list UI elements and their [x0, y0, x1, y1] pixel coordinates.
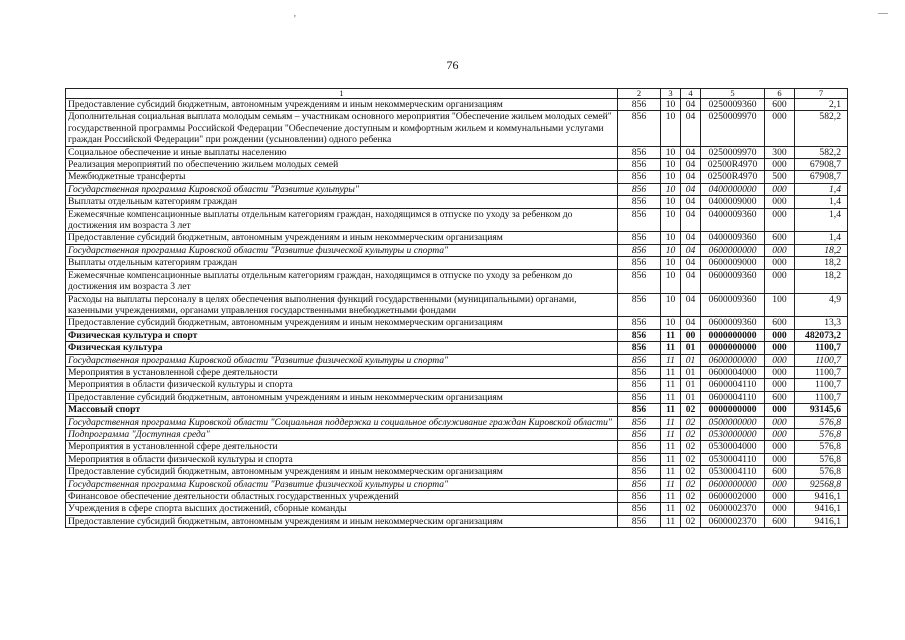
cell-subsection: 04 [681, 99, 701, 111]
cell-subsection: 04 [681, 232, 701, 244]
cell-ministry-code: 856 [618, 269, 661, 293]
cell-amount: 9416,1 [795, 503, 848, 515]
cell-ministry-code: 856 [618, 354, 661, 366]
cell-section: 11 [661, 453, 681, 465]
cell-subsection: 02 [681, 491, 701, 503]
cell-section: 11 [661, 416, 681, 428]
cell-section: 11 [661, 379, 681, 391]
cell-amount: 18,2 [795, 244, 848, 256]
table-row [66, 269, 848, 293]
cell-subsection: 04 [681, 146, 701, 158]
cell-section: 10 [661, 244, 681, 256]
header-row [66, 89, 848, 99]
cell-expense-type: 600 [765, 391, 795, 403]
table-row [66, 404, 848, 416]
cell-subsection: 02 [681, 515, 701, 527]
cell-target-article: 0600004110 [701, 391, 765, 403]
table-row [66, 244, 848, 256]
cell-ministry-code: 856 [618, 366, 661, 378]
cell-subsection: 04 [681, 159, 701, 171]
cell-expense-type: 000 [765, 404, 795, 416]
cell-section: 11 [661, 491, 681, 503]
table-row [66, 293, 848, 317]
cell-amount: 1100,7 [795, 342, 848, 354]
cell-amount: 576,8 [795, 441, 848, 453]
cell-amount: 576,8 [795, 428, 848, 440]
table-row [66, 366, 848, 378]
cell-subsection: 01 [681, 379, 701, 391]
cell-ministry-code: 856 [618, 183, 661, 195]
cell-section: 10 [661, 232, 681, 244]
table-row [66, 159, 848, 171]
cell-amount: 576,8 [795, 466, 848, 478]
cell-subsection: 04 [681, 244, 701, 256]
cell-ministry-code: 856 [618, 317, 661, 329]
cell-ministry-code: 856 [618, 416, 661, 428]
cell-ministry-code: 856 [618, 196, 661, 208]
cell-target-article: 0600000000 [701, 354, 765, 366]
cell-subsection: 02 [681, 428, 701, 440]
table-row [66, 354, 848, 366]
cell-ministry-code: 856 [618, 329, 661, 341]
cell-target-article: 0600002370 [701, 503, 765, 515]
cell-amount: 482073,2 [795, 329, 848, 341]
cell-name: Предоставление субсидий бюджетным, автономным учреждениям и иным некоммерческим организациям [66, 391, 618, 403]
cell-subsection: 04 [681, 269, 701, 293]
cell-subsection: 00 [681, 329, 701, 341]
table-row [66, 196, 848, 208]
cell-target-article: 0600009360 [701, 293, 765, 317]
table-row [66, 111, 848, 146]
cell-section: 10 [661, 269, 681, 293]
cell-expense-type: 000 [765, 329, 795, 341]
cell-target-article: 0530004000 [701, 441, 765, 453]
cell-target-article: 0400000000 [701, 183, 765, 195]
cell-subsection: 02 [681, 466, 701, 478]
column-header: 6 [765, 89, 795, 99]
cell-target-article: 0400009360 [701, 232, 765, 244]
cell-ministry-code: 856 [618, 232, 661, 244]
cell-section: 11 [661, 441, 681, 453]
cell-subsection: 04 [681, 317, 701, 329]
cell-section: 10 [661, 99, 681, 111]
cell-name: Предоставление субсидий бюджетным, автономным учреждениям и иным некоммерческим организациям [66, 317, 618, 329]
cell-expense-type: 600 [765, 317, 795, 329]
cell-ministry-code: 856 [618, 478, 661, 490]
table-row [66, 171, 848, 183]
cell-ministry-code: 856 [618, 257, 661, 269]
table-body [66, 99, 848, 528]
cell-amount: 93145,6 [795, 404, 848, 416]
column-header: 1 [66, 89, 618, 99]
cell-subsection: 04 [681, 293, 701, 317]
column-header: 7 [795, 89, 848, 99]
cell-amount: 1100,7 [795, 379, 848, 391]
cell-amount: 67908,7 [795, 159, 848, 171]
cell-expense-type: 000 [765, 416, 795, 428]
cell-name: Ежемесячные компенсационные выплаты отдельным категориям граждан, находящимся в отпуске по уходу за ребенком до достижения им возраста 3 лет [66, 269, 618, 293]
cell-expense-type: 000 [765, 428, 795, 440]
cell-name: Мероприятия в области физической культуры и спорта [66, 379, 618, 391]
cell-name: Межбюджетные трансферты [66, 171, 618, 183]
cell-section: 11 [661, 404, 681, 416]
cell-expense-type: 000 [765, 491, 795, 503]
cell-expense-type: 600 [765, 99, 795, 111]
cell-section: 11 [661, 354, 681, 366]
cell-ministry-code: 856 [618, 146, 661, 158]
table-row [66, 441, 848, 453]
cell-name: Ежемесячные компенсационные выплаты отдельным категориям граждан, находящимся в отпуске по уходу за ребенком до достижения им возраста 3 лет [66, 208, 618, 232]
cell-target-article: 0000000000 [701, 329, 765, 341]
cell-name: Мероприятия в установленной сфере деятельности [66, 366, 618, 378]
cell-target-article: 0000000000 [701, 342, 765, 354]
cell-name: Выплаты отдельным категориям граждан [66, 257, 618, 269]
cell-expense-type: 000 [765, 453, 795, 465]
cell-subsection: 02 [681, 453, 701, 465]
table-row [66, 232, 848, 244]
cell-expense-type: 000 [765, 244, 795, 256]
cell-amount: 576,8 [795, 416, 848, 428]
cell-ministry-code: 856 [618, 391, 661, 403]
cell-section: 10 [661, 171, 681, 183]
cell-amount: 576,8 [795, 453, 848, 465]
cell-section: 10 [661, 208, 681, 232]
cell-expense-type: 000 [765, 366, 795, 378]
cell-target-article: 0000000000 [701, 404, 765, 416]
cell-ministry-code: 856 [618, 466, 661, 478]
cell-name: Мероприятия в установленной сфере деятельности [66, 441, 618, 453]
cell-name: Государственная программа Кировской области "Социальная поддержка и социальное обслуживание граждан Кировской области" [66, 416, 618, 428]
cell-target-article: 0600000000 [701, 478, 765, 490]
cell-target-article: 0250009970 [701, 146, 765, 158]
cell-expense-type: 000 [765, 342, 795, 354]
cell-amount: 9416,1 [795, 491, 848, 503]
cell-target-article: 0400009000 [701, 196, 765, 208]
cell-target-article: 0600002000 [701, 491, 765, 503]
cell-amount: 18,2 [795, 269, 848, 293]
cell-expense-type: 000 [765, 159, 795, 171]
cell-target-article: 0600000000 [701, 244, 765, 256]
cell-ministry-code: 856 [618, 503, 661, 515]
scan-mark: ' [294, 14, 296, 25]
table-row [66, 466, 848, 478]
cell-expense-type: 600 [765, 232, 795, 244]
cell-ministry-code: 856 [618, 244, 661, 256]
cell-amount: 4,9 [795, 293, 848, 317]
cell-section: 11 [661, 503, 681, 515]
cell-subsection: 01 [681, 391, 701, 403]
cell-expense-type: 000 [765, 196, 795, 208]
table-row [66, 342, 848, 354]
cell-target-article: 0400009360 [701, 208, 765, 232]
cell-expense-type: 300 [765, 146, 795, 158]
column-header: 3 [661, 89, 681, 99]
cell-subsection: 04 [681, 111, 701, 146]
cell-section: 11 [661, 366, 681, 378]
cell-target-article: 0530004110 [701, 453, 765, 465]
cell-target-article: 0530004110 [701, 466, 765, 478]
cell-expense-type: 000 [765, 257, 795, 269]
cell-target-article: 02500R4970 [701, 159, 765, 171]
cell-subsection: 04 [681, 183, 701, 195]
cell-name: Предоставление субсидий бюджетным, автономным учреждениям и иным некоммерческим организациям [66, 515, 618, 527]
cell-target-article: 0250009970 [701, 111, 765, 146]
cell-section: 11 [661, 342, 681, 354]
cell-ministry-code: 856 [618, 428, 661, 440]
cell-target-article: 0600002370 [701, 515, 765, 527]
cell-expense-type: 000 [765, 478, 795, 490]
cell-section: 11 [661, 428, 681, 440]
cell-section: 11 [661, 391, 681, 403]
table-row [66, 428, 848, 440]
cell-section: 10 [661, 146, 681, 158]
cell-subsection: 01 [681, 342, 701, 354]
cell-amount: 1,4 [795, 183, 848, 195]
cell-expense-type: 100 [765, 293, 795, 317]
table-row [66, 317, 848, 329]
cell-ministry-code: 856 [618, 171, 661, 183]
cell-amount: 67908,7 [795, 171, 848, 183]
cell-name: Предоставление субсидий бюджетным, автономным учреждениям и иным некоммерческим организациям [66, 466, 618, 478]
cell-expense-type: 000 [765, 269, 795, 293]
cell-section: 10 [661, 317, 681, 329]
cell-name: Социальное обеспечение и иные выплаты населению [66, 146, 618, 158]
cell-subsection: 04 [681, 257, 701, 269]
cell-name: Подпрограмма "Доступная среда" [66, 428, 618, 440]
cell-subsection: 04 [681, 171, 701, 183]
column-header: 4 [681, 89, 701, 99]
cell-target-article: 0600004000 [701, 366, 765, 378]
cell-section: 11 [661, 466, 681, 478]
cell-name: Государственная программа Кировской области "Развитие культуры" [66, 183, 618, 195]
cell-section: 10 [661, 159, 681, 171]
cell-target-article: 0600009360 [701, 269, 765, 293]
cell-section: 10 [661, 196, 681, 208]
cell-target-article: 0600009000 [701, 257, 765, 269]
cell-ministry-code: 856 [618, 515, 661, 527]
cell-expense-type: 000 [765, 183, 795, 195]
cell-ministry-code: 856 [618, 208, 661, 232]
column-header: 2 [618, 89, 661, 99]
cell-name: Государственная программа Кировской области "Развитие физической культуры и спорта" [66, 244, 618, 256]
cell-ministry-code: 856 [618, 293, 661, 317]
cell-name: Массовый спорт [66, 404, 618, 416]
cell-section: 11 [661, 329, 681, 341]
table-row [66, 503, 848, 515]
cell-amount: 582,2 [795, 111, 848, 146]
cell-expense-type: 000 [765, 379, 795, 391]
cell-name: Дополнительная социальная выплата молодым семьям – участникам основного мероприятия "Обеспечение жильем молодых семей" государственной программы Российской Федерации "Обеспечение доступным и комфортным жильем и коммунальными услугами граждан Российской Федерации" при рождении (усыновлении) одного ребенка [66, 111, 618, 146]
cell-name: Финансовое обеспечение деятельности областных государственных учреждений [66, 491, 618, 503]
cell-name: Физическая культура [66, 342, 618, 354]
table-row [66, 515, 848, 527]
cell-expense-type: 600 [765, 515, 795, 527]
cell-name: Предоставление субсидий бюджетным, автономным учреждениям и иным некоммерческим организациям [66, 232, 618, 244]
cell-ministry-code: 856 [618, 159, 661, 171]
cell-amount: 1,4 [795, 232, 848, 244]
cell-name: Государственная программа Кировской области "Развитие физической культуры и спорта" [66, 478, 618, 490]
budget-table [65, 88, 848, 528]
cell-subsection: 02 [681, 503, 701, 515]
cell-expense-type: 000 [765, 208, 795, 232]
cell-amount: 1,4 [795, 196, 848, 208]
cell-name: Предоставление субсидий бюджетным, автономным учреждениям и иным некоммерческим организациям [66, 99, 618, 111]
cell-subsection: 01 [681, 354, 701, 366]
cell-subsection: 02 [681, 441, 701, 453]
cell-name: Реализация мероприятий по обеспечению жильем молодых семей [66, 159, 618, 171]
cell-section: 10 [661, 293, 681, 317]
cell-ministry-code: 856 [618, 379, 661, 391]
table-row [66, 491, 848, 503]
table-row [66, 453, 848, 465]
cell-name: Учреждения в сфере спорта высших достижений, сборные команды [66, 503, 618, 515]
cell-section: 10 [661, 111, 681, 146]
table-row [66, 257, 848, 269]
cell-subsection: 01 [681, 366, 701, 378]
table-row [66, 416, 848, 428]
cell-name: Мероприятия в области физической культуры и спорта [66, 453, 618, 465]
scan-mark: — [878, 8, 888, 19]
cell-ministry-code: 856 [618, 342, 661, 354]
cell-ministry-code: 856 [618, 404, 661, 416]
cell-subsection: 04 [681, 208, 701, 232]
cell-expense-type: 000 [765, 111, 795, 146]
table-row [66, 208, 848, 232]
cell-amount: 2,1 [795, 99, 848, 111]
cell-expense-type: 000 [765, 441, 795, 453]
column-header: 5 [701, 89, 765, 99]
table-row [66, 99, 848, 111]
cell-expense-type: 000 [765, 503, 795, 515]
cell-ministry-code: 856 [618, 491, 661, 503]
cell-target-article: 0250009360 [701, 99, 765, 111]
cell-amount: 1,4 [795, 208, 848, 232]
cell-amount: 9416,1 [795, 515, 848, 527]
cell-target-article: 0530000000 [701, 428, 765, 440]
table-row [66, 391, 848, 403]
cell-ministry-code: 856 [618, 453, 661, 465]
cell-amount: 1100,7 [795, 391, 848, 403]
table-row [66, 329, 848, 341]
cell-name: Государственная программа Кировской области "Развитие физической культуры и спорта" [66, 354, 618, 366]
cell-amount: 92568,8 [795, 478, 848, 490]
cell-expense-type: 600 [765, 466, 795, 478]
cell-section: 10 [661, 183, 681, 195]
cell-expense-type: 000 [765, 354, 795, 366]
cell-section: 10 [661, 257, 681, 269]
cell-name: Физическая культура и спорт [66, 329, 618, 341]
cell-expense-type: 500 [765, 171, 795, 183]
cell-subsection: 04 [681, 196, 701, 208]
cell-target-article: 0500000000 [701, 416, 765, 428]
cell-ministry-code: 856 [618, 441, 661, 453]
cell-amount: 1100,7 [795, 366, 848, 378]
cell-target-article: 0600004110 [701, 379, 765, 391]
cell-subsection: 02 [681, 416, 701, 428]
table-row [66, 146, 848, 158]
cell-amount: 1100,7 [795, 354, 848, 366]
cell-target-article: 02500R4970 [701, 171, 765, 183]
table-row [66, 183, 848, 195]
cell-amount: 18,2 [795, 257, 848, 269]
cell-target-article: 0600009360 [701, 317, 765, 329]
page-number: 76 [446, 58, 459, 72]
cell-name: Расходы на выплаты персоналу в целях обеспечения выполнения функций государственными (муниципальными) органами, казенными учреждениями, органами управления государственными внебюджетными фондами [66, 293, 618, 317]
cell-amount: 582,2 [795, 146, 848, 158]
cell-name: Выплаты отдельным категориям граждан [66, 196, 618, 208]
cell-ministry-code: 856 [618, 99, 661, 111]
cell-amount: 13,3 [795, 317, 848, 329]
cell-section: 11 [661, 478, 681, 490]
cell-subsection: 02 [681, 404, 701, 416]
table-row [66, 478, 848, 490]
table-row [66, 379, 848, 391]
cell-subsection: 02 [681, 478, 701, 490]
cell-ministry-code: 856 [618, 111, 661, 146]
cell-section: 11 [661, 515, 681, 527]
